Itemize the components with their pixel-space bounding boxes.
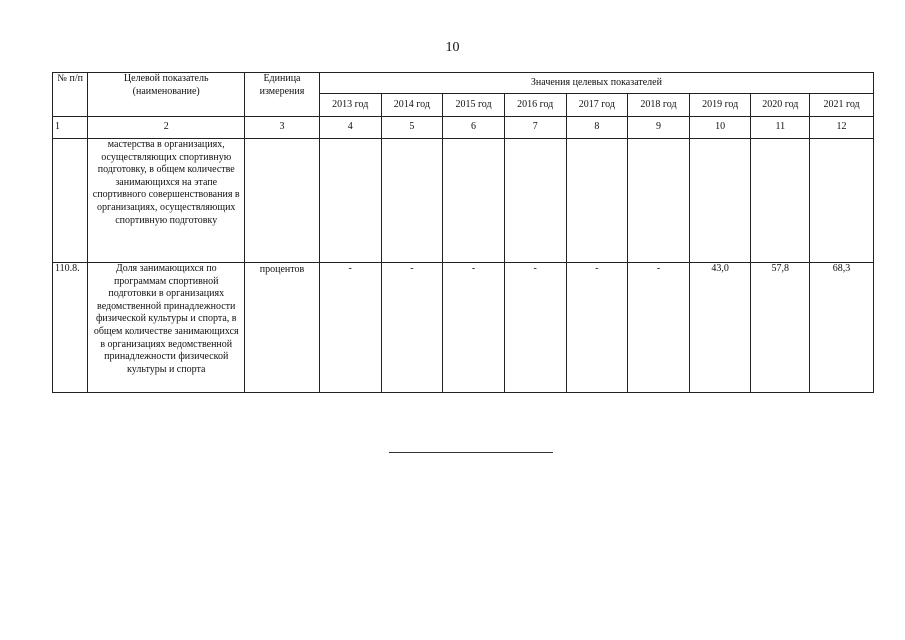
row-indicator: мастерства в организациях, осуществляющих спортивную подготовку, в общем количестве занимающихся на этапе спортивного совершенствования в организациях, осуществляющих спортивную подготовку (88, 139, 245, 263)
table-row (53, 139, 874, 263)
column-number: 7 (504, 117, 566, 139)
indicator-table (52, 72, 874, 393)
header-year: 2013 год (319, 94, 381, 117)
row-value (751, 139, 810, 263)
column-number: 12 (810, 117, 874, 139)
column-number: 11 (751, 117, 810, 139)
column-number: 9 (628, 117, 690, 139)
row-value (443, 139, 505, 263)
column-number: 6 (443, 117, 505, 139)
header-year: 2016 год (504, 94, 566, 117)
header-row-top (53, 73, 874, 94)
row-unit (245, 139, 320, 263)
header-year: 2018 год (628, 94, 690, 117)
column-number: 1 (53, 117, 88, 139)
header-unit: Единица измерения (245, 73, 320, 117)
header-values-group: Значения целевых показателей (319, 73, 873, 94)
row-value (566, 139, 628, 263)
row-unit: процентов (245, 263, 320, 393)
page-number: 10 (445, 40, 460, 55)
row-value (810, 139, 874, 263)
indicator-table-wrapper (52, 72, 874, 393)
row-value: - (566, 263, 628, 393)
header-year: 2017 год (566, 94, 628, 117)
row-value (689, 139, 751, 263)
row-value: - (319, 263, 381, 393)
row-value: 68,3 (810, 263, 874, 393)
row-indicator: Доля занимающихся по программам спортивной подготовки в организациях ведомственной принадлежности физической культуры и спорта, в общем количестве занимающихся в организациях ведомственной принадлежности физической культуры и спорта (88, 263, 245, 393)
row-number: 110.8. (53, 263, 88, 393)
bottom-divider-line (389, 452, 553, 453)
row-value: - (443, 263, 505, 393)
row-number (53, 139, 88, 263)
header-num: № п/п (53, 73, 88, 117)
row-value (504, 139, 566, 263)
column-number: 3 (245, 117, 320, 139)
header-year: 2015 год (443, 94, 505, 117)
row-value: 57,8 (751, 263, 810, 393)
row-value: - (381, 263, 443, 393)
header-indicator: Целевой показатель (наименование) (88, 73, 245, 117)
column-number-row (53, 117, 874, 139)
header-year: 2021 год (810, 94, 874, 117)
header-year: 2014 год (381, 94, 443, 117)
column-number: 4 (319, 117, 381, 139)
row-value (381, 139, 443, 263)
column-number: 8 (566, 117, 628, 139)
header-year: 2020 год (751, 94, 810, 117)
column-number: 5 (381, 117, 443, 139)
row-value: - (628, 263, 690, 393)
row-value (319, 139, 381, 263)
column-number: 10 (689, 117, 751, 139)
row-value: 43,0 (689, 263, 751, 393)
table-row (53, 263, 874, 393)
header-year: 2019 год (689, 94, 751, 117)
row-value (628, 139, 690, 263)
row-value: - (504, 263, 566, 393)
column-number: 2 (88, 117, 245, 139)
